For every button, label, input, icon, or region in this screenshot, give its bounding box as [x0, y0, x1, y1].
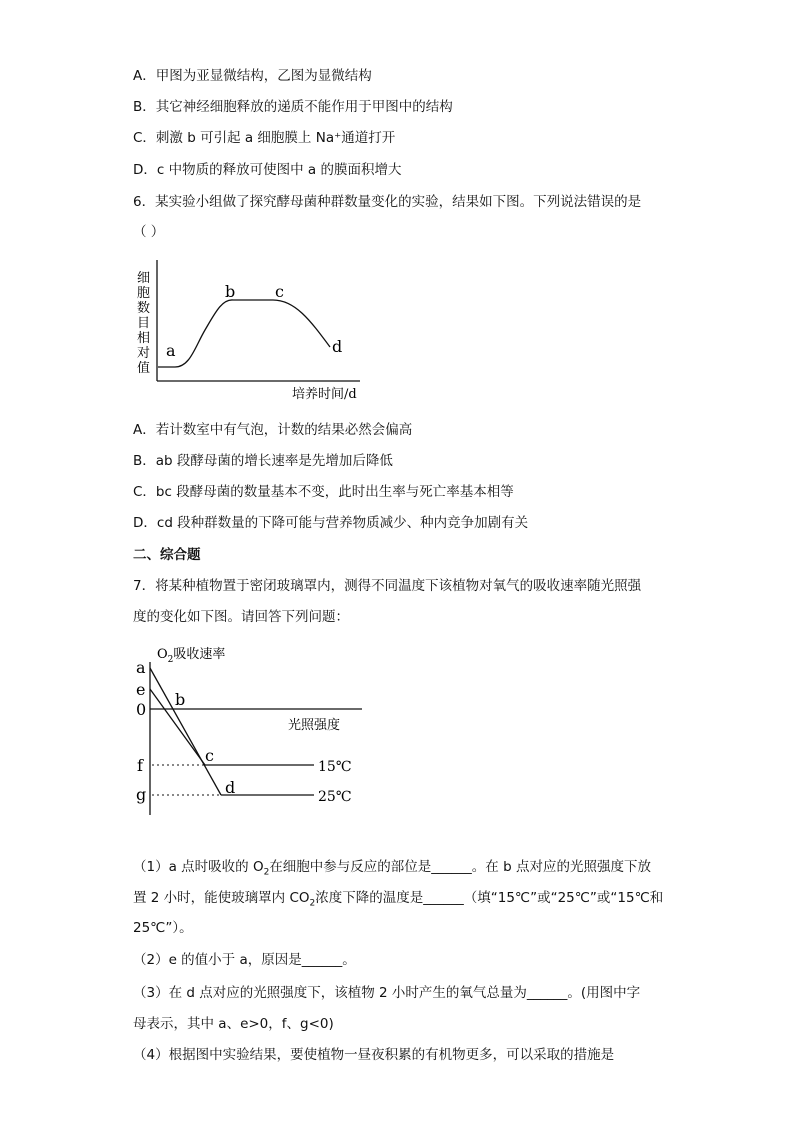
graph1-point-a: a — [166, 341, 176, 360]
q6-stem: 6．某实验小组做了探究酵母菌种群数量变化的实验，结果如下图。下列说法错误的是 — [133, 194, 642, 210]
q6-option-d: D．cd 段种群数量的下降可能与营养物质减少、种内竞争加剧有关 — [133, 515, 529, 531]
graph1-ylabel-char: 目 — [137, 316, 151, 331]
q7-part4: （4）根据图中实验结果，要使植物一昼夜积累的有机物更多，可以采取的措施是 — [133, 1047, 615, 1063]
section-heading: 二、综合题 — [133, 547, 201, 563]
q7-stem-line2: 度的变化如下图。请回答下列问题： — [133, 609, 349, 625]
graph1-x-label: 培养时间/d — [292, 387, 357, 402]
graph1-ylabel-char: 细 — [137, 271, 151, 286]
graph2-axis-0: 0 — [136, 700, 147, 719]
graph2-axis-g: g — [136, 785, 147, 804]
graph1-point-b: b — [225, 282, 236, 301]
graph1-ylabel-char: 值 — [137, 361, 151, 376]
q7-stem-line1: 7．将某种植物置于密闭玻璃罩内，测得不同温度下该植物对氧气的吸收速率随光照强 — [133, 578, 642, 594]
q7-part3-line2: 母表示，其中 a、e>0，f、g<0) — [133, 1016, 334, 1032]
graph2-x-label: 光照强度 — [288, 718, 341, 733]
q5-option-a: A．甲图为亚显微结构，乙图为显微结构 — [133, 68, 372, 84]
graph1-point-d: d — [332, 337, 343, 356]
graph2-point-b: b — [175, 690, 186, 709]
population-curve — [158, 300, 330, 367]
graph1-ylabel-char: 胞 — [137, 286, 151, 301]
line-25c-slope — [150, 668, 221, 795]
label-25c: 25℃ — [318, 789, 352, 805]
graph2-y-label: $O_2$吸收速率 — [157, 647, 226, 665]
graph1-point-c: c — [275, 282, 284, 301]
graph1-ylabel-char: 数 — [137, 301, 151, 316]
graph1-ylabel-char: 相 — [137, 331, 151, 346]
graph1-y-label — [137, 271, 150, 376]
q6-option-b: B．ab 段酵母菌的增长速率是先增加后降低 — [133, 453, 393, 469]
graph1-ylabel-char: 对 — [137, 346, 151, 361]
q5-option-d: D．c 中物质的释放可使图中 a 的膜面积增大 — [133, 162, 402, 178]
q7-part2: （2）e 的值小于 a，原因是______。 — [133, 952, 356, 968]
graph2-point-d: d — [225, 778, 236, 797]
q5-option-c: C．刺激 b 可引起 a 细胞膜上 Na⁺通道打开 — [133, 130, 396, 146]
graph2-axis-a: a — [136, 658, 146, 677]
q5-option-b: B．其它神经细胞释放的递质不能作用于甲图中的结构 — [133, 99, 453, 115]
q7-part1-line1: （1）a 点时吸收的 $O_2$在细胞中参与反应的部位是______。在 b 点对应的光照强度下放 — [133, 859, 651, 878]
population-graph — [130, 255, 370, 405]
q6-option-c: C．bc 段酵母菌的数量基本不变，此时出生率与死亡率基本相等 — [133, 484, 514, 500]
graph2-axis-e: e — [136, 680, 146, 699]
q6-answer-paren: （ ） — [133, 224, 165, 240]
q6-option-a: A．若计数室中有气泡，计数的结果必然会偏高 — [133, 422, 413, 438]
q7-part1-line2: 置 2 小时，能使玻璃罩内 $CO_2$浓度下降的温度是______（填“15℃”或“25℃”或“15℃和 — [133, 890, 664, 909]
q7-part3-line1: （3）在 d 点对应的光照强度下，该植物 2 小时产生的氧气总量为______。(用图中字 — [133, 985, 641, 1001]
oxygen-uptake-graph — [132, 640, 372, 815]
graph2-point-c: c — [205, 746, 214, 765]
label-15c: 15℃ — [318, 759, 352, 775]
graph2-axis-f: f — [137, 756, 143, 775]
q7-part1-line3: 25℃”）。 — [133, 920, 193, 936]
